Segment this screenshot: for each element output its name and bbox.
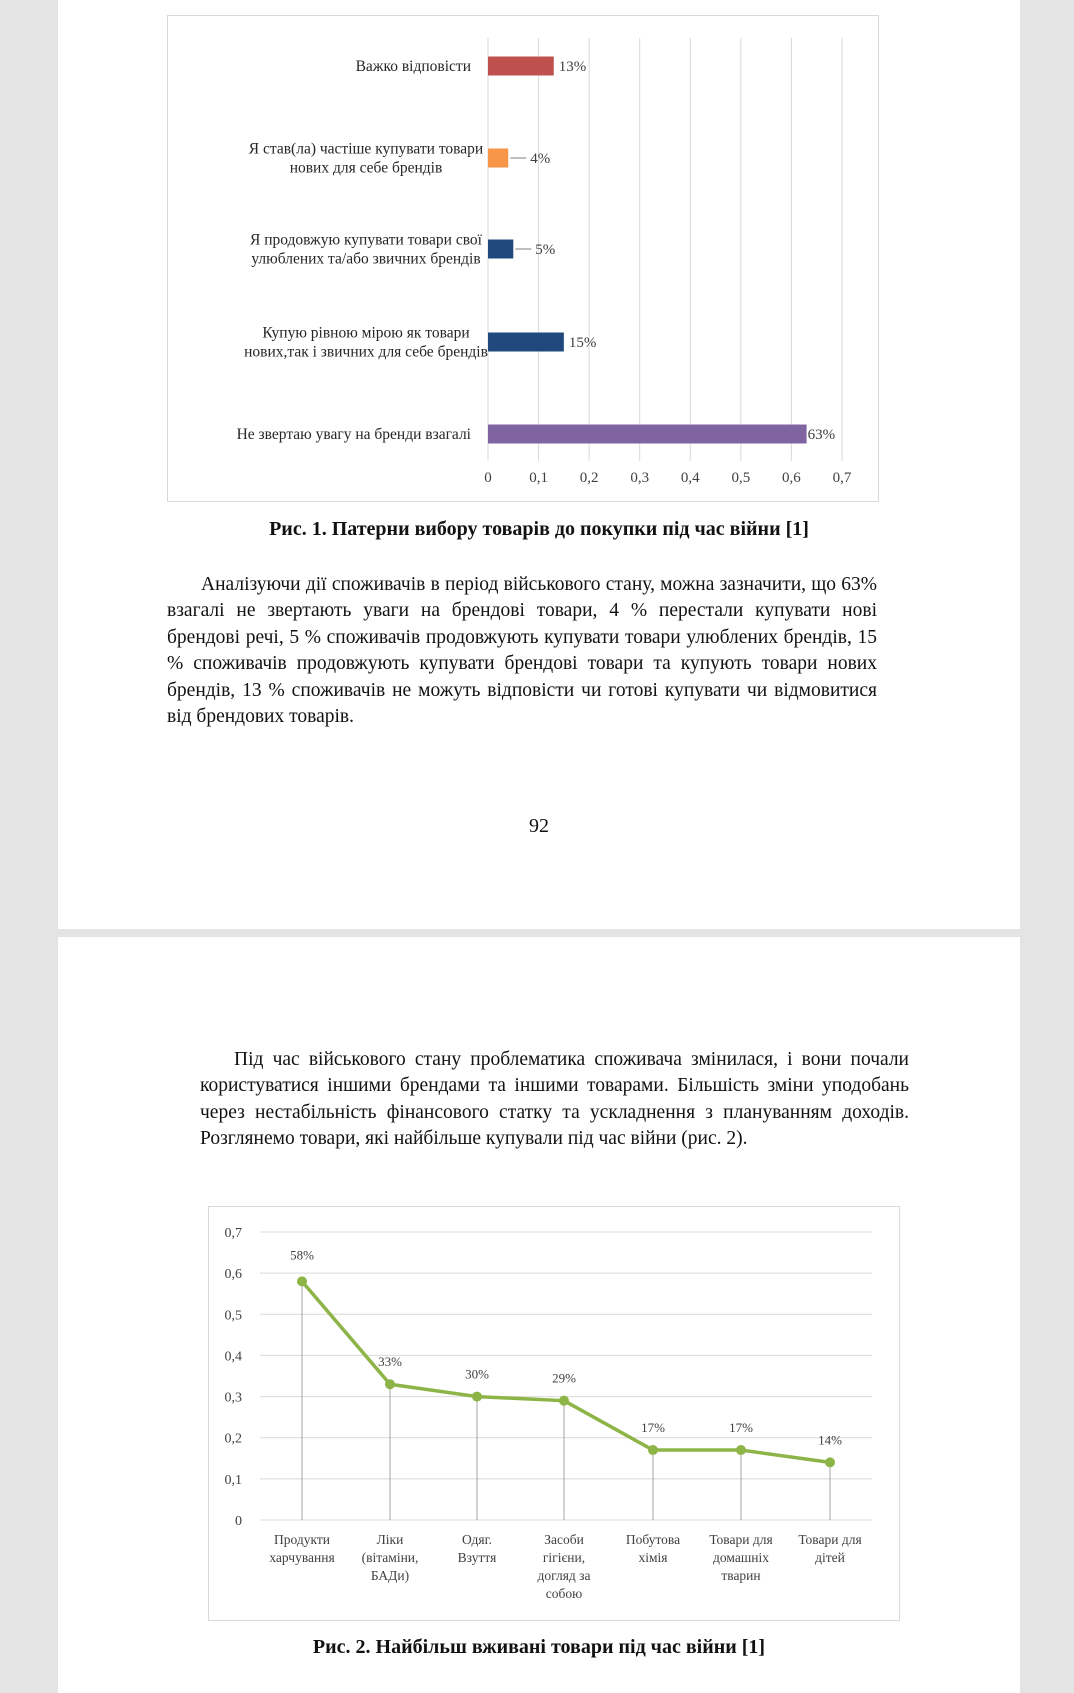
category-label: Взуття xyxy=(457,1550,497,1565)
y-tick-label: 0,7 xyxy=(224,1226,242,1241)
category-label: дітей xyxy=(815,1550,845,1565)
category-label: Ліки xyxy=(376,1532,404,1547)
y-tick-label: 0,5 xyxy=(224,1308,242,1324)
bar xyxy=(488,333,564,352)
figure-2-caption: Рис. 2. Найбільш вживані товари під час війни [1] xyxy=(312,1636,766,1658)
category-label: Побутова xyxy=(625,1532,681,1547)
bar xyxy=(488,425,807,444)
category-label: Я продовжую купувати товари свої xyxy=(249,231,483,249)
y-tick-label: 0,1 xyxy=(224,1472,242,1488)
data-label: 29% xyxy=(552,1370,576,1386)
category-label: нових,так і звичних для себе брендів xyxy=(244,343,488,361)
x-tick-label: 0,6 xyxy=(782,470,801,486)
y-tick-label: 0,6 xyxy=(224,1267,242,1283)
data-label: 5% xyxy=(535,242,556,258)
x-tick-label: 0,2 xyxy=(579,470,599,486)
data-point xyxy=(648,1445,658,1455)
data-point xyxy=(736,1445,746,1455)
category-label: Засоби xyxy=(544,1532,584,1547)
category-label: гігієни, xyxy=(542,1550,586,1565)
data-point xyxy=(559,1396,569,1406)
page-number: 92 xyxy=(529,815,549,837)
category-label: нових для себе брендів xyxy=(289,159,443,177)
category-label: Я став(ла) частіше купувати товари xyxy=(248,140,484,158)
category-label: Купую рівною мірою як товари xyxy=(262,324,470,342)
x-tick-label: 0,1 xyxy=(529,470,548,486)
category-label: домашніх xyxy=(713,1550,769,1565)
data-label: 17% xyxy=(641,1420,665,1436)
data-label: 30% xyxy=(465,1366,489,1382)
category-label: Товари для xyxy=(709,1532,773,1547)
category-label: Не звертаю увагу на бренди взагалі xyxy=(236,426,471,443)
figure-2-chart-frame xyxy=(208,1206,900,1621)
figure-1-bar-chart xyxy=(168,16,878,501)
y-tick-label: 0 xyxy=(235,1514,242,1529)
category-label: Продукти xyxy=(274,1532,330,1547)
category-label: догляд за xyxy=(537,1568,591,1583)
data-label: 63% xyxy=(807,427,836,443)
category-label: (вітаміни, xyxy=(361,1550,419,1565)
category-label: Товари для xyxy=(798,1532,862,1547)
category-label: собою xyxy=(545,1586,583,1601)
figure-1-chart-frame xyxy=(167,15,879,502)
body-paragraph-1 xyxy=(167,572,877,730)
data-label: 15% xyxy=(568,335,597,351)
bar xyxy=(488,149,508,168)
data-label: 4% xyxy=(530,151,551,167)
x-tick-label: 0,7 xyxy=(832,470,852,486)
y-tick-label: 0,2 xyxy=(224,1431,242,1447)
category-label: БАДи) xyxy=(370,1568,410,1583)
category-label: Важко відповісти xyxy=(355,58,471,75)
data-point xyxy=(385,1379,395,1389)
data-label: 14% xyxy=(818,1432,842,1448)
bar xyxy=(488,240,513,259)
bar xyxy=(488,57,554,76)
data-point xyxy=(825,1457,835,1467)
paragraph-text: Аналізуючи дії споживачів в період військового стану, можна зазначити, що 63% взагалі не звертають уваги на брендові товари, 4 % перестали купувати нові брендові речі, 5 % споживачів продовжують купувати товари улюблених брендів, 15 % споживачів продовжують купувати брендові товари та купують товари нових брендів, 13 % споживачів не можуть відповісти чи готові купувати чи відмовитися від брендових товарів. xyxy=(167,574,877,728)
y-tick-label: 0,3 xyxy=(224,1390,242,1406)
category-label: хімія xyxy=(638,1550,668,1565)
x-tick-label: 0 xyxy=(484,470,492,486)
paragraph-text: Під час військового стану проблематика споживача змінилася, і вони почали користуватися іншими брендами та іншими товарами. Більшість зміни уподобань через нестабільність фінансового статку та ускладнення з плануванням доходів. Розглянемо товари, які найбільше купували під час війни (рис. 2). xyxy=(200,1049,909,1150)
data-label: 17% xyxy=(729,1420,753,1436)
data-point xyxy=(297,1276,307,1286)
data-label: 33% xyxy=(378,1354,402,1370)
category-label: харчування xyxy=(269,1550,335,1565)
x-tick-label: 0,5 xyxy=(731,470,751,486)
category-label: Одяг. xyxy=(461,1532,493,1547)
y-tick-label: 0,4 xyxy=(224,1349,242,1365)
body-paragraph-2 xyxy=(200,1047,909,1153)
figure-2-line-chart xyxy=(209,1207,899,1620)
x-tick-label: 0,3 xyxy=(630,470,650,486)
x-tick-label: 0,4 xyxy=(680,470,700,486)
data-point xyxy=(472,1392,482,1402)
category-label: улюблених та/або звичних брендів xyxy=(251,250,481,268)
figure-1-caption: Рис. 1. Патерни вибору товарів до покупки під час війни [1] xyxy=(269,518,809,540)
data-label: 13% xyxy=(558,59,587,75)
category-label: тварин xyxy=(721,1568,761,1583)
data-label: 58% xyxy=(290,1247,314,1263)
page-1 xyxy=(58,0,1020,929)
page-2 xyxy=(58,937,1020,1693)
